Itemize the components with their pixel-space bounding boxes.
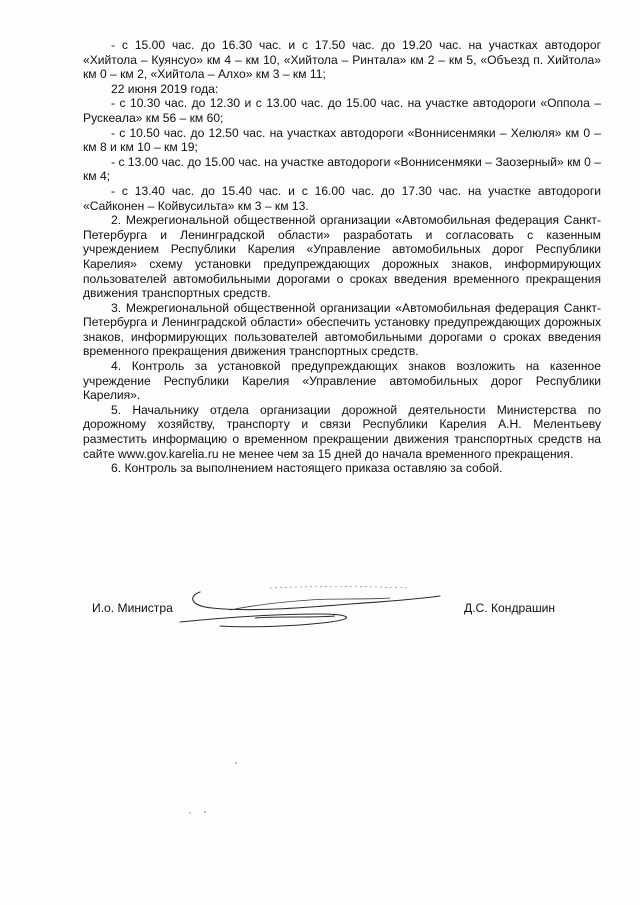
clause-6: 6. Контроль за выполнением настоящего приказа оставляю за собой.: [111, 461, 503, 476]
schedule-item-vonnisenmyaki-zaozerny: - с 13.00 час. до 15.00 час. на участке автодороги «Воннисенмяки – Заозерный» км 0 – км 4;: [83, 154, 601, 184]
clause-5: 5. Начальнику отдела организации дорожной деятельности Министерства по дорожному хозяйству, транспорту и связи Республики Карелия А.Н. Мелентьеву разместить информацию о временном прекращении движения транспортных средств на сайте www.gov.karelia.ru не менее чем за 15 дней до начала временного прекращения.: [83, 402, 601, 461]
handwritten-signature: [160, 578, 450, 638]
date-heading: 22 июня 2019 года:: [111, 81, 219, 96]
signatory-position: И.о. Министра: [92, 601, 173, 615]
order-body-text: [83, 38, 601, 476]
schedule-item-oppola: - с 10.30 час. до 12.30 и с 13.00 час. до 15.00 час. на участке автодороги «Оппола – Рускеала» км 56 – км 60;: [83, 96, 601, 125]
clause-3: 3. Межрегиональной общественной организации «Автомобильная федерация Санкт-Петербурга и Ленинградской области» обеспечить установку предупреждающих дорожных знаков, информирующих пользователей автомобильными дорогами о сроках введения временного прекращения движения транспортных средств.: [83, 300, 601, 359]
clause-2: 2. Межрегиональной общественной организации «Автомобильная федерация Санкт-Петербурга и Ленинградской области» разработать и согласовать с казенным учреждением Республики Карелия «Управление автомобильных дорог Республики Карелия» схему установки предупреждающих дорожных знаков, информирующих пользователей автомобильными дорогами о сроках введения временного прекращения движения транспортных средств.: [83, 213, 601, 301]
schedule-item-hiitola: - с 15.00 час. до 16.30 час. и с 17.50 час. до 19.20 час. на участках автодорог «Хийтола – Куянсуо» км 4 – км 10, «Хийтола – Ринтала» км 2 – км 5, «Объезд п. Хийтола» км 0 – км 2, «Хийтола – Алхо» км 3 – км 11;: [83, 38, 601, 82]
signatory-name: Д.С. Кондрашин: [464, 601, 556, 615]
clause-4: 4. Контроль за установкой предупреждающих знаков возложить на казенное учреждение Республики Карелия «Управление автомобильных дорог Республики Карелия».: [83, 359, 601, 403]
schedule-item-saikonen: - с 13.40 час. до 15.40 час. и с 16.00 час. до 17.30 час. на участке автодороги «Сайконен – Койвусильта» км 3 – км 13.: [83, 183, 601, 213]
schedule-item-vonnisenmyaki-helyulya: - с 10.50 час. до 12.50 час. на участках автодороги «Воннисенмяки – Хелюля» км 0 – км 8 и км 10 – км 19;: [83, 125, 601, 155]
